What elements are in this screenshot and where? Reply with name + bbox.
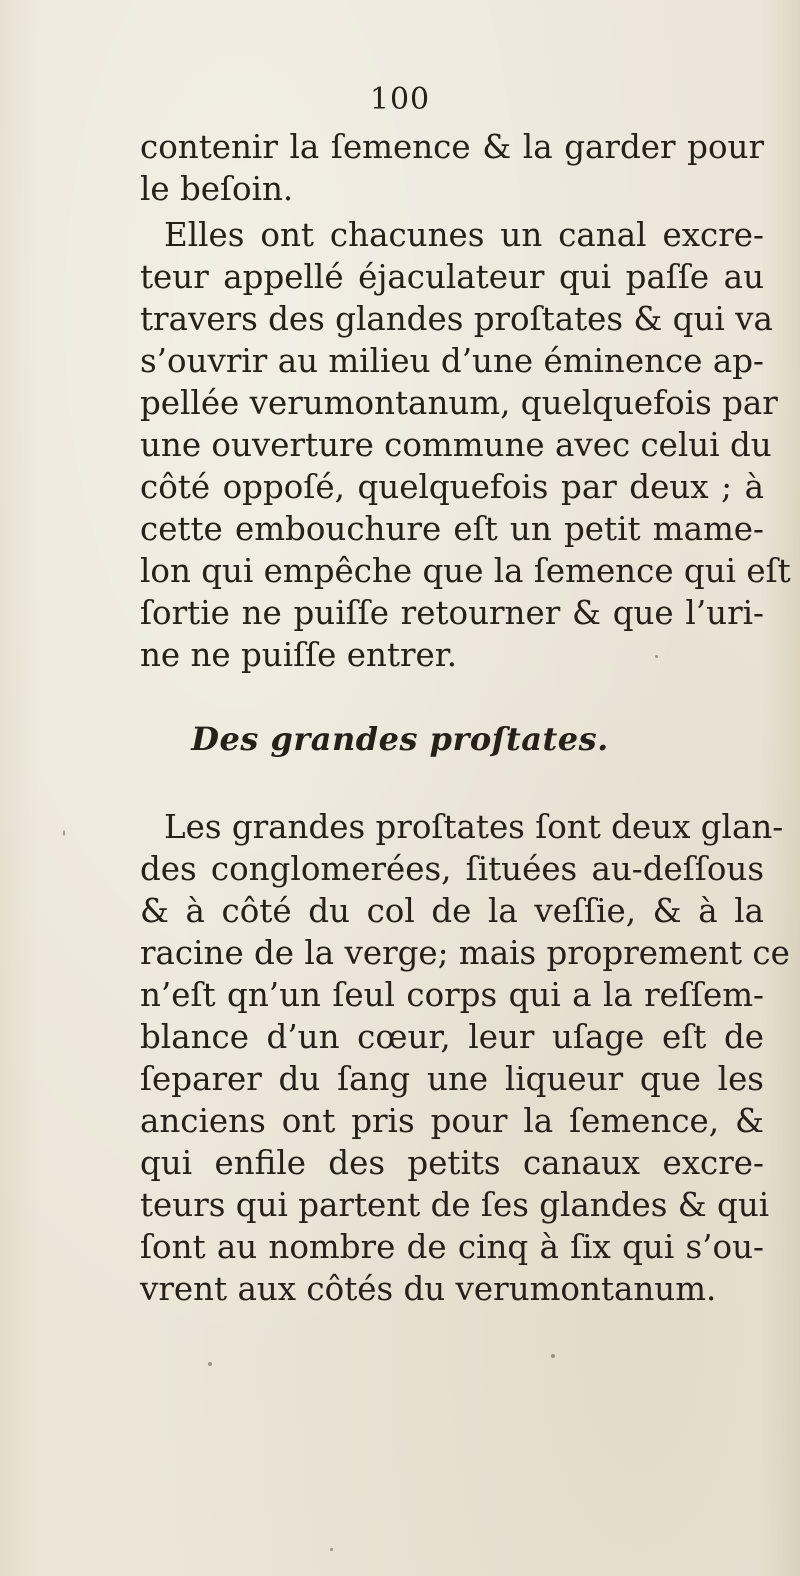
text-line: anciens ont pris pour la ſemence, &: [140, 1102, 764, 1140]
text-line: teur appellé éjaculateur qui paſſe au: [140, 258, 764, 296]
paper-speck: [655, 655, 658, 658]
paragraph-continuation: [140, 126, 764, 210]
text-line: une ouverture commune avec celui du: [140, 426, 772, 464]
section-heading: Des grandes proſtates.: [191, 720, 609, 758]
paragraph-ejaculatory-ducts: [140, 214, 791, 676]
paper-speck: [208, 1362, 212, 1366]
text-line: blance d’un cœur, leur uſage eſt de: [140, 1018, 764, 1056]
text-line: cette embouchure eſt un petit mame-: [140, 510, 764, 548]
text-line: Les grandes proſtates ſont deux glan-: [164, 808, 784, 846]
text-line: pellée verumontanum, quelquefois par: [140, 384, 778, 422]
text-line: vrent aux côtés du verumontanum.: [140, 1270, 717, 1308]
text-line: Elles ont chacunes un canal excre-: [164, 216, 764, 254]
text-line: travers des glandes proſtates & qui va: [140, 300, 773, 338]
text-line: s’ouvrir au milieu d’une éminence ap-: [140, 342, 764, 380]
text-line: le beſoin.: [140, 170, 294, 208]
paper-speck: [330, 1548, 333, 1551]
text-line: lon qui empêche que la ſemence qui eſt: [140, 552, 791, 590]
text-line: ſortie ne puiſſe retourner & que l’uri-: [140, 594, 764, 632]
text-line: ne ne puiſſe entrer.: [140, 636, 458, 674]
text-line: ſont au nombre de cinq à ſix qui s’ou-: [140, 1228, 764, 1266]
text-line: qui enfile des petits canaux excre-: [140, 1144, 764, 1182]
text-line: côté oppoſé, quelquefois par deux ; à: [140, 468, 764, 506]
text-line: n’eſt qn’un ſeul corps qui a la reſſem-: [140, 976, 764, 1014]
page-number: 100: [369, 82, 431, 117]
text-line: des conglomerées, ſituées au-deſſous: [140, 850, 764, 888]
text-line: contenir la ſemence & la garder pour: [140, 128, 764, 166]
paragraph-great-prostates: [140, 806, 790, 1310]
paper-speck: [63, 830, 65, 836]
paper-speck: [551, 1354, 555, 1358]
text-line: ſeparer du ſang une liqueur que les: [140, 1060, 764, 1098]
text-line: & à côté du col de la veſſie, & à la: [140, 892, 764, 930]
text-line: racine de la verge; mais proprement ce: [140, 934, 790, 972]
text-line: teurs qui partent de ſes glandes & qui: [140, 1186, 770, 1224]
